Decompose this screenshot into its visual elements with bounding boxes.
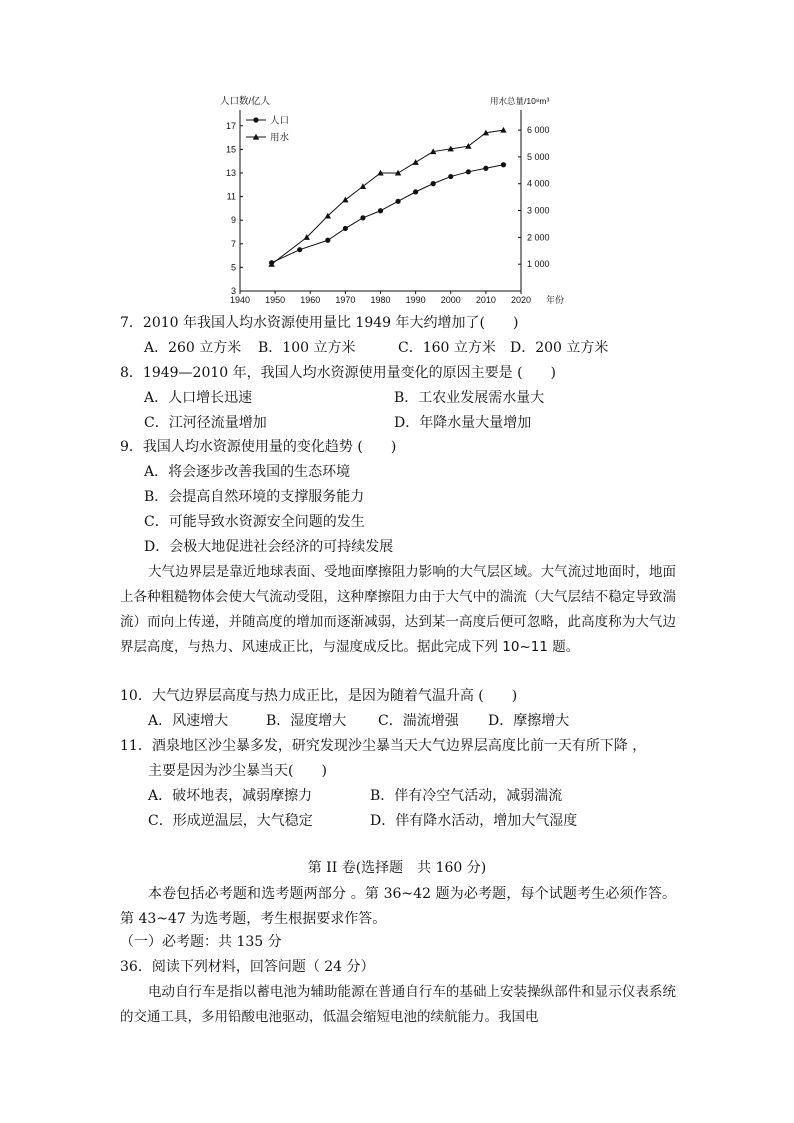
population-point xyxy=(395,199,400,204)
population-point xyxy=(297,247,302,252)
y-right-tick-label: 6 000 xyxy=(527,125,550,136)
x-tick-label: 1980 xyxy=(370,295,391,305)
q10-option-a: A．风速增大 xyxy=(148,713,229,729)
y-right-tick-label: 3 000 xyxy=(527,205,550,216)
y-right-tick-label: 1 000 xyxy=(527,259,550,270)
population-point xyxy=(360,215,365,220)
q9-option-c: C．可能导致水资源安全问题的发生 xyxy=(144,514,365,530)
population-point xyxy=(343,226,348,231)
y-right-tick-label: 5 000 xyxy=(527,151,550,162)
population-point xyxy=(501,162,506,167)
q11-option-d: D．伴有降水活动，增加大气湿度 xyxy=(370,813,578,829)
population-point xyxy=(448,174,453,179)
population-water-chart xyxy=(218,92,578,310)
population-point xyxy=(483,166,488,171)
q7-option-b: B．100 立方米 xyxy=(258,340,356,356)
q7-option-a: A．260 立方米 xyxy=(144,340,242,356)
y-left-tick-label: 7 xyxy=(230,238,236,249)
q10-option-b: B．湿度增大 xyxy=(266,713,347,729)
x-tick-label: 1960 xyxy=(300,295,321,305)
section-2-title: 第 II 卷(选择题 共 160 分) xyxy=(307,860,487,876)
q9-option-a: A．将会逐步改善我国的生态环境 xyxy=(144,464,351,480)
population-point xyxy=(325,238,330,243)
q9-option-d: D．会极大地促进社会经济的可持续发展 xyxy=(144,539,394,555)
y-right-tick-label: 2 000 xyxy=(527,232,550,243)
y-left-tick-label: 5 xyxy=(230,262,236,273)
series-line-population xyxy=(272,165,504,263)
question-11-stem-line1: 11．酒泉地区沙尘暴多发，研究发现沙尘暴当天大气边界层高度比前一天有所下降 ， xyxy=(120,738,647,754)
x-tick-label: 2000 xyxy=(440,295,461,305)
population-point xyxy=(378,208,383,213)
right-axis-label: 用水总量/10⁸m³ xyxy=(490,96,550,106)
y-left-tick-label: 15 xyxy=(225,144,236,155)
water-point xyxy=(500,127,506,133)
q8-option-b: B．工农业发展需水量大 xyxy=(394,390,545,406)
q11-option-c: C．形成逆温层，大气稳定 xyxy=(148,813,313,829)
y-left-tick-label: 13 xyxy=(225,168,236,178)
series-line-water xyxy=(272,130,504,264)
question-7-stem: 7．2010 年我国人均水资源使用量比 1949 年大约增加了( ) xyxy=(120,315,519,331)
q9-option-b: B．会提高自然环境的支撑服务能力 xyxy=(144,489,365,505)
question-9-stem: 9．我国人均水资源使用量的变化趋势 ( ) xyxy=(120,439,397,455)
q8-option-c: C．江河径流量增加 xyxy=(144,415,267,431)
y-left-tick-label: 11 xyxy=(226,191,236,202)
water-point xyxy=(412,159,418,165)
question-10-stem: 10．大气边界层高度与热力成正比，是因为随着气温升高 ( ) xyxy=(120,688,518,704)
q8-option-a: A．人口增长迅速 xyxy=(144,390,253,406)
x-tick-label: 1940 xyxy=(229,295,251,305)
y-left-tick-label: 3 xyxy=(230,286,236,296)
passage-boundary-layer: 大气边界层是靠近地球表面、受地面摩擦阻力影响的大气层区域。大气流过地面时，地面上各种粗糙物体会使大气流动受阻，这种摩擦阻力由于大气中的湍流（大气层结不稳定导致湍流）而向上传递，并随高度的增加而逐渐减弱，达到某一高度后便可忽略，此高度称为大气边界层高度，与热力、风速成正比，与湿度成反比。据此完成下列 10~11 题。 xyxy=(120,564,676,655)
q7-option-d: D．200 立方米 xyxy=(510,340,609,356)
x-tick-label: 2020 xyxy=(510,295,532,305)
question-11-stem-line2: 主要是因为沙尘暴当天( ) xyxy=(148,763,327,779)
legend-population-marker xyxy=(253,117,258,122)
x-tick-label: 1970 xyxy=(335,295,356,305)
population-point xyxy=(431,181,436,186)
question-36-passage: 电动自行车是指以蓄电池为辅助能源在普通自行车的基础上安装操纵部件和显示仪表系统的交通工具，多用铅酸电池驱动，低温会缩短电池的续航能力。我国电 xyxy=(120,984,676,1025)
q10-option-d: D．摩擦增大 xyxy=(488,713,570,729)
q11-option-b: B．伴有冷空气活动，减弱湍流 xyxy=(370,788,563,804)
section-2-intro: 本卷包括必考题和选考题两部分 。第 36~42 题为必考题，每个试题考生必须作答。第 43~47 为选考题，考生根据要求作答。 xyxy=(120,886,676,927)
q11-option-a: A．破坏地表，减弱摩擦力 xyxy=(148,788,313,804)
x-tick-label: 1990 xyxy=(405,295,426,305)
section-2-subheading: （一）必考题：共 135 分 xyxy=(120,934,282,950)
x-tick-label: 1950 xyxy=(265,295,286,305)
x-tick-label: 2010 xyxy=(475,295,496,305)
y-left-tick-label: 9 xyxy=(230,215,236,226)
left-axis-label: 人口数/亿人 xyxy=(220,96,271,107)
x-axis-label: 年份 xyxy=(545,295,565,305)
q8-option-d: D．年降水量大量增加 xyxy=(394,415,532,431)
question-36-title: 36．阅读下列材料，回答问题（ 24 分） xyxy=(120,959,375,975)
q10-option-c: C．湍流增强 xyxy=(378,713,459,729)
y-right-tick-label: 4 000 xyxy=(527,178,550,189)
legend-water-label: 用水 xyxy=(270,132,290,144)
legend-population-label: 人口 xyxy=(270,115,290,127)
population-point xyxy=(466,169,471,174)
y-left-tick-label: 17 xyxy=(225,120,236,131)
question-8-stem: 8．1949—2010 年，我国人均水资源使用量变化的原因主要是 ( ) xyxy=(120,365,556,381)
population-point xyxy=(413,189,418,194)
q7-option-c: C．160 立方米 xyxy=(398,340,496,356)
chart-svg xyxy=(218,92,578,310)
